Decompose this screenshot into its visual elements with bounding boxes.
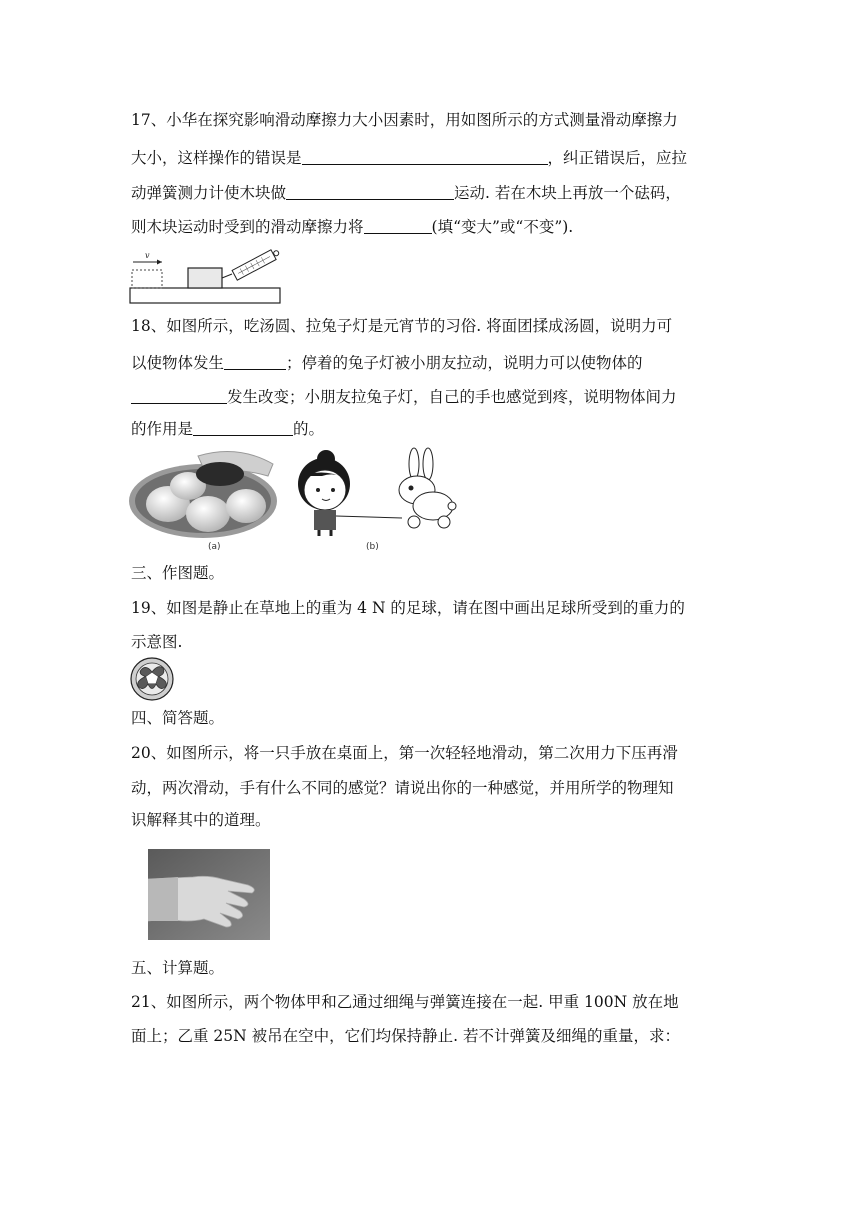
answer-blank[interactable] <box>302 147 548 163</box>
wooden-block <box>188 268 222 288</box>
spring-scale <box>232 247 281 280</box>
q18-line-2: 以使物体发生 ；停着的兔子灯被小朋友拉动，说明力可以使物体的 <box>131 354 643 372</box>
block-spring-scale-diagram <box>128 244 284 306</box>
hand-on-table-photo <box>148 849 270 940</box>
child-pulling-rabbit-lantern-image <box>292 446 457 538</box>
answer-blank[interactable] <box>224 352 286 368</box>
answer-blank[interactable] <box>286 182 454 198</box>
section-heading-3: 三、作图题。 <box>131 564 225 582</box>
velocity-arrowhead <box>157 260 162 265</box>
q21-line-1: 21、如图所示，两个物体甲和乙通过细绳与弹簧连接在一起. 甲重 100N 放在地 <box>131 993 679 1011</box>
section-heading-5: 五、计算题。 <box>131 959 225 977</box>
q20-line-3: 识解释其中的道理。 <box>131 811 271 829</box>
figure-18b-rabbit-lantern <box>292 446 457 552</box>
velocity-label: v <box>145 251 150 260</box>
q18-line-3: 发生改变；小朋友拉兔子灯，自己的手也感觉到疼，说明物体间力 <box>131 386 677 407</box>
q17-line-2: 大小，这样操作的错误是 ，纠正错误后，应拉 <box>131 149 688 167</box>
figure-17-friction-setup <box>128 244 284 306</box>
football-icon[interactable] <box>129 656 175 702</box>
dashed-block-outline <box>132 270 162 288</box>
hook-line <box>222 274 232 278</box>
answer-blank[interactable] <box>193 418 293 434</box>
caption-b: (b) <box>366 542 379 552</box>
q17-line-4: 则木块运动时受到的滑动摩擦力将 (填“变大”或“不变”). <box>131 218 574 236</box>
q19-line-1: 19、如图是静止在草地上的重为 4 N 的足球，请在图中画出足球所受到的重力的 <box>131 599 685 617</box>
q18-line-1: 18、如图所示，吃汤圆、拉兔子灯是元宵节的习俗. 将面团揉成汤圆，说明力可 <box>131 317 673 335</box>
q17-line-3: 动弹簧测力计使木块做 运动. 若在木块上再放一个砝码， <box>131 184 681 202</box>
q19-line-2: 示意图. <box>131 633 183 651</box>
section-heading-4: 四、简答题。 <box>131 709 225 727</box>
q20-line-1: 20、如图所示，将一只手放在桌面上，第一次轻轻地滑动，第二次用力下压再滑 <box>131 744 678 762</box>
figure-20-hand-on-table <box>148 849 270 940</box>
answer-blank[interactable] <box>131 386 227 402</box>
q21-line-2: 面上；乙重 25N 被吊在空中，它们均保持静止. 若不计弹簧及细绳的重量，求： <box>131 1027 680 1045</box>
tangyuan-bowl-image <box>128 446 278 538</box>
q17-line-1: 17、小华在探究影响滑动摩擦力大小因素时，用如图所示的方式测量滑动摩擦力 <box>131 111 678 129</box>
table-surface <box>130 288 280 303</box>
answer-blank[interactable] <box>364 216 432 232</box>
figure-19-football[interactable] <box>129 656 175 702</box>
figure-18a-tangyuan <box>128 446 278 552</box>
caption-a: (a) <box>208 542 221 552</box>
q18-line-4: 的作用是 的。 <box>131 420 325 438</box>
q20-line-2: 动，两次滑动，手有什么不同的感觉？请说出你的一种感觉，并用所学的物理知 <box>131 779 674 797</box>
